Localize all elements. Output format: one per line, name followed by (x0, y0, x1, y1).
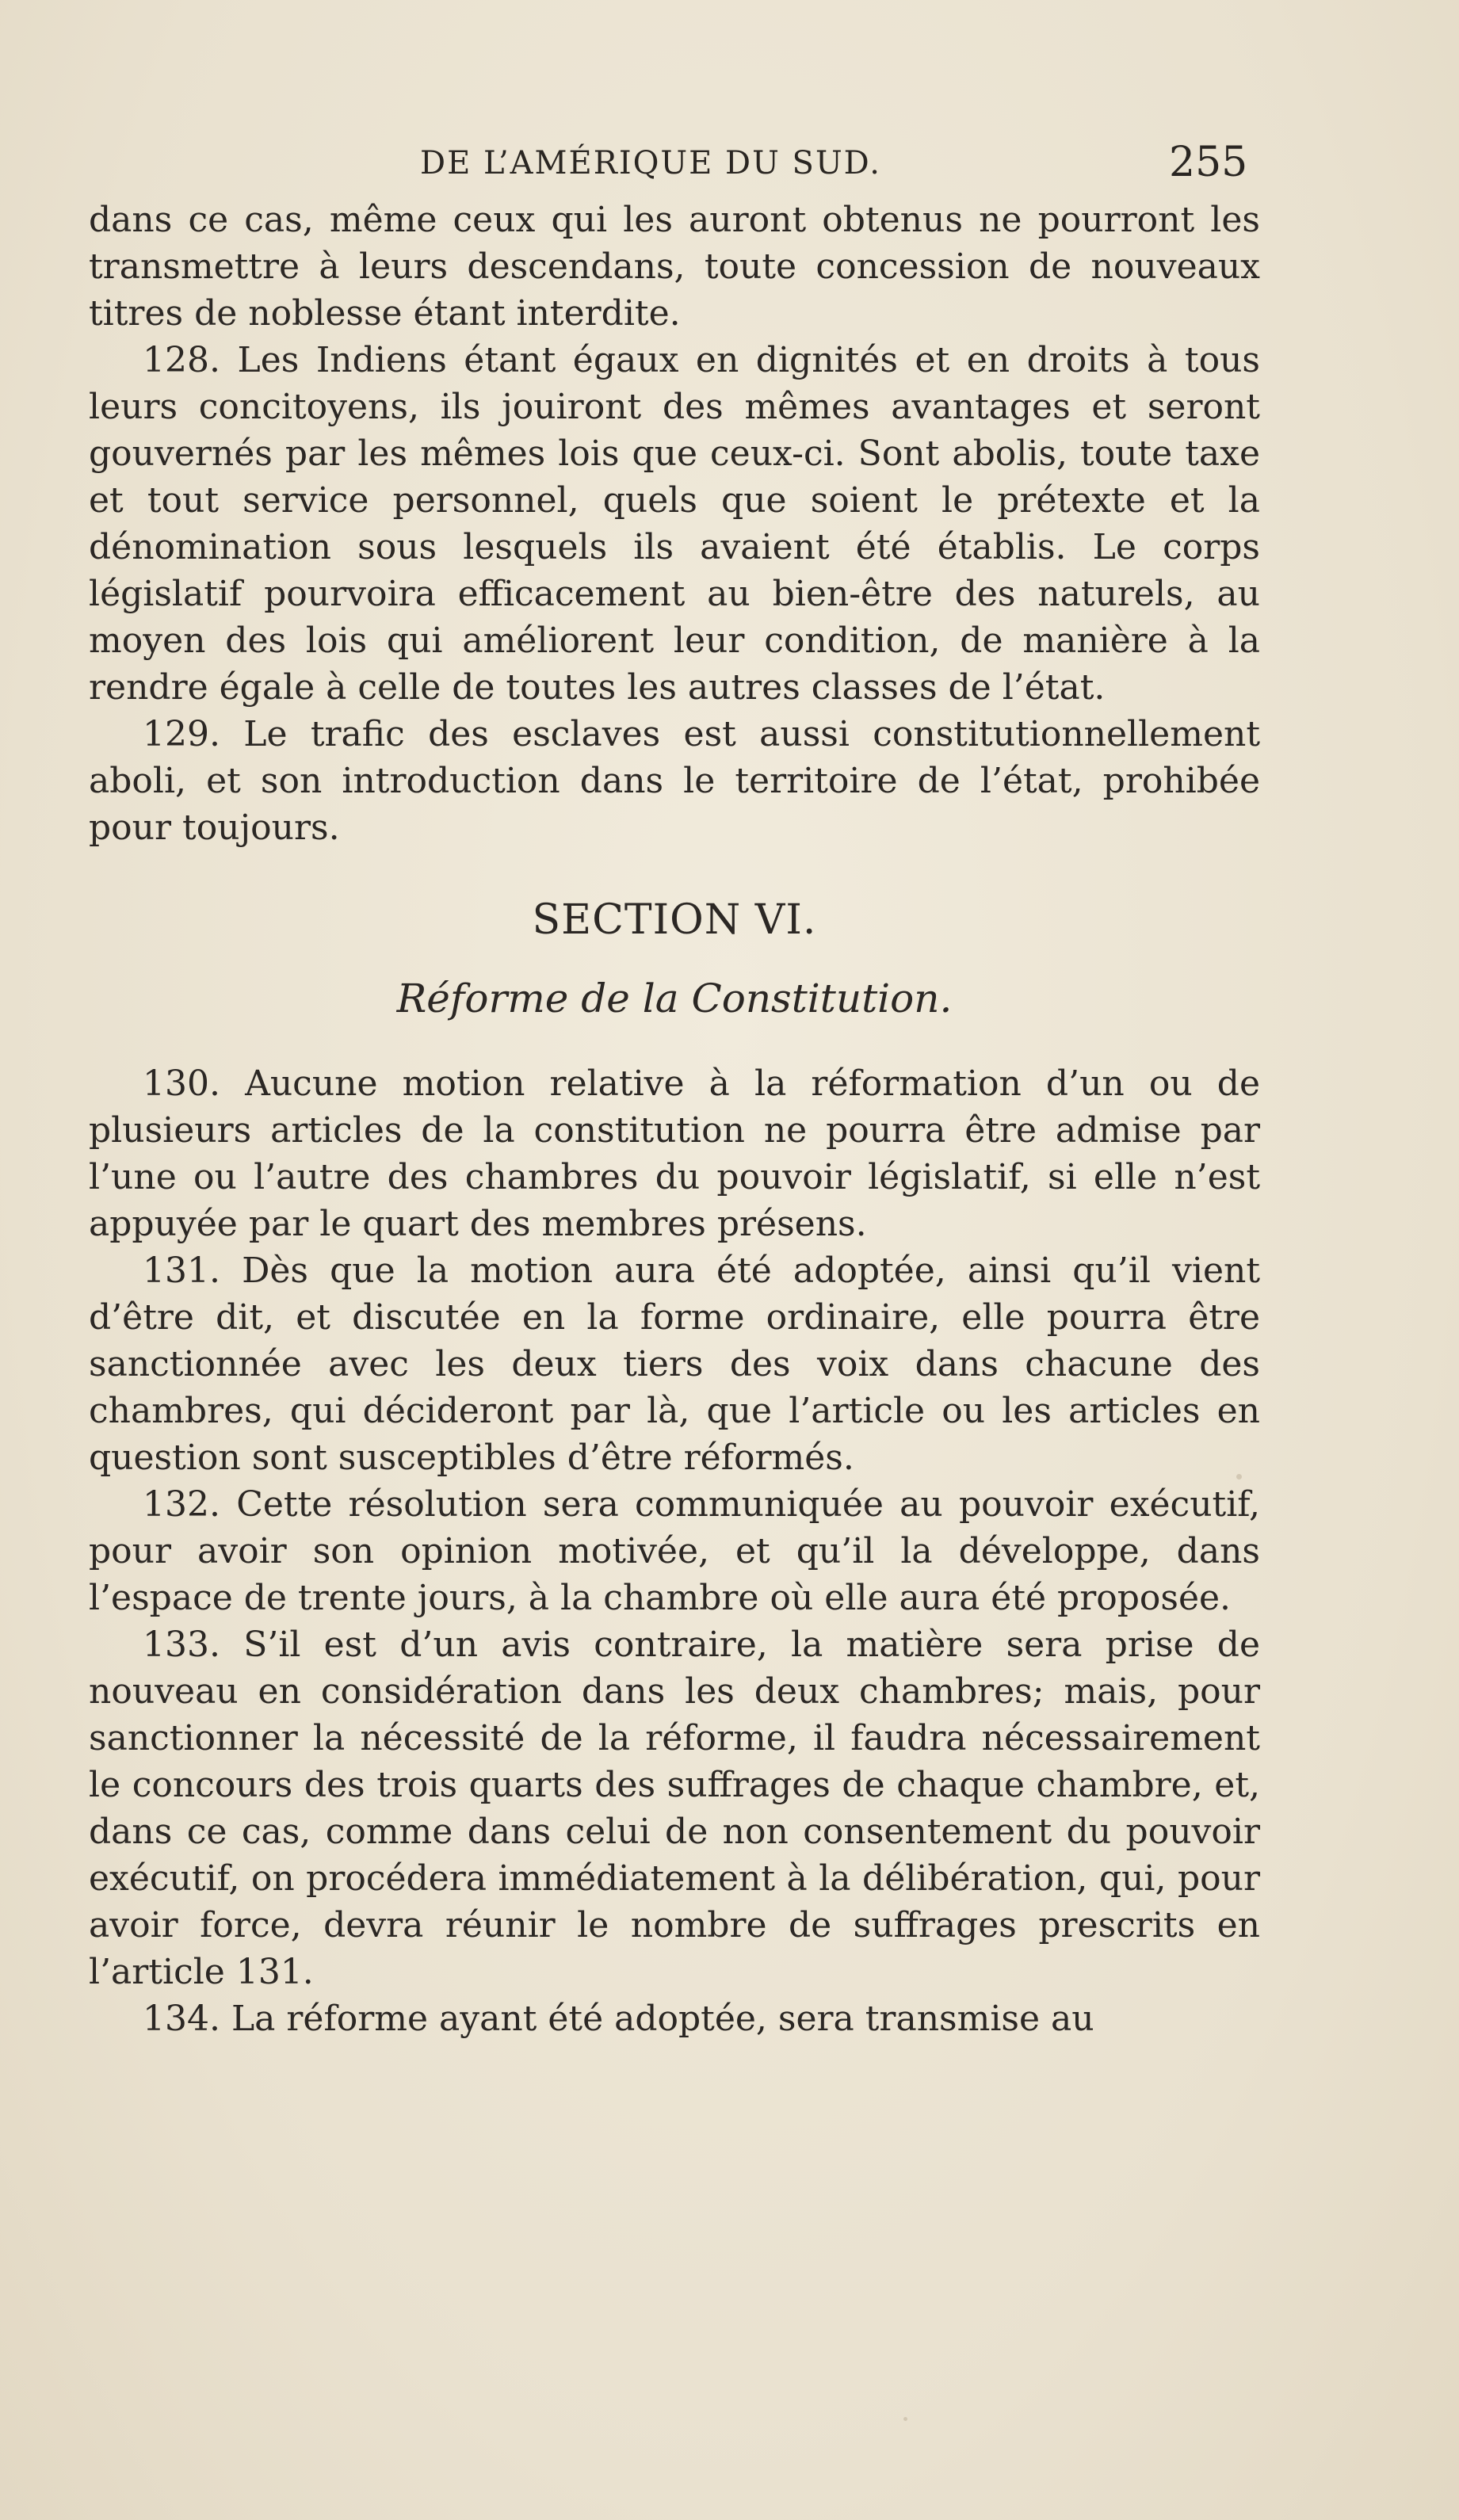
section-subtitle: Réforme de la Constitution. (396, 976, 953, 1021)
article-134: 134. La réforme ayant été adoptée, sera transmise au (143, 1999, 1094, 2039)
article-131: 131. Dès que la motion aura été adoptée, ainsi qu’il vient d’être dit, et discutée en la forme ordinaire, elle pourra être sanctionnée avec les deux tiers des voix dans chacune des chambres, qui décideront par là, que l’article ou les articles en question sont susceptibles d’être réformés. (89, 1250, 1260, 1478)
article-129: 129. Le trafic des esclaves est aussi constitutionnellement aboli, et son introduction dans le territoire de l’état, prohibée pour toujours. (89, 714, 1260, 848)
section-title: SECTION VI. (532, 896, 817, 944)
article-132: 132. Cette résolution sera communiquée au pouvoir exécutif, pour avoir son opinion motivée, et qu’il la développe, dans l’espace de trente jours, à la chambre où elle aura été proposée. (89, 1484, 1260, 1618)
paper-spot (903, 2417, 907, 2421)
page-header (0, 139, 1459, 194)
article-128: 128. Les Indiens étant égaux en dignités et en droits à tous leurs concitoyens, ils jouiront des mêmes avantages et seront gouvernés par les mêmes lois que ceux-ci. Sont abolis, toute taxe et tout service personnel, quels que soient le prétexte et la dénomination sous lesquels ils avaient été établis. Le corps législatif pourvoira efficacement au bien-être des naturels, au moyen des lois qui améliorent leur condition, de manière à la rendre égale à celle de toutes les autres classes de l’état. (89, 340, 1260, 708)
paragraph-continued: dans ce cas, même ceux qui les auront obtenus ne pourront les transmettre à leurs descendans, toute concession de nouveaux titres de noblesse étant interdite. (89, 200, 1260, 334)
article-130: 130. Aucune motion relative à la réformation d’un ou de plusieurs articles de la constitution ne pourra être admise par l’une ou l’autre des chambres du pouvoir législatif, si elle n’est appuyée par le quart des membres présens. (89, 1063, 1260, 1244)
running-title: DE L’AMÉRIQUE DU SUD. (420, 145, 882, 181)
article-133: 133. S’il est d’un avis contraire, la matière sera prise de nouveau en considération dans les deux chambres; mais, pour sanctionner la nécessité de la réforme, il faudra nécessairement le concours des trois quarts des suffrages de chaque chambre, et, dans ce cas, comme dans celui de non consentement du pouvoir exécutif, on procédera immédiatement à la délibération, qui, pour avoir force, devra réunir le nombre de suffrages prescrits en l’article 131. (89, 1625, 1260, 1992)
body-text (89, 197, 1260, 2042)
page-number: 255 (1169, 139, 1248, 186)
